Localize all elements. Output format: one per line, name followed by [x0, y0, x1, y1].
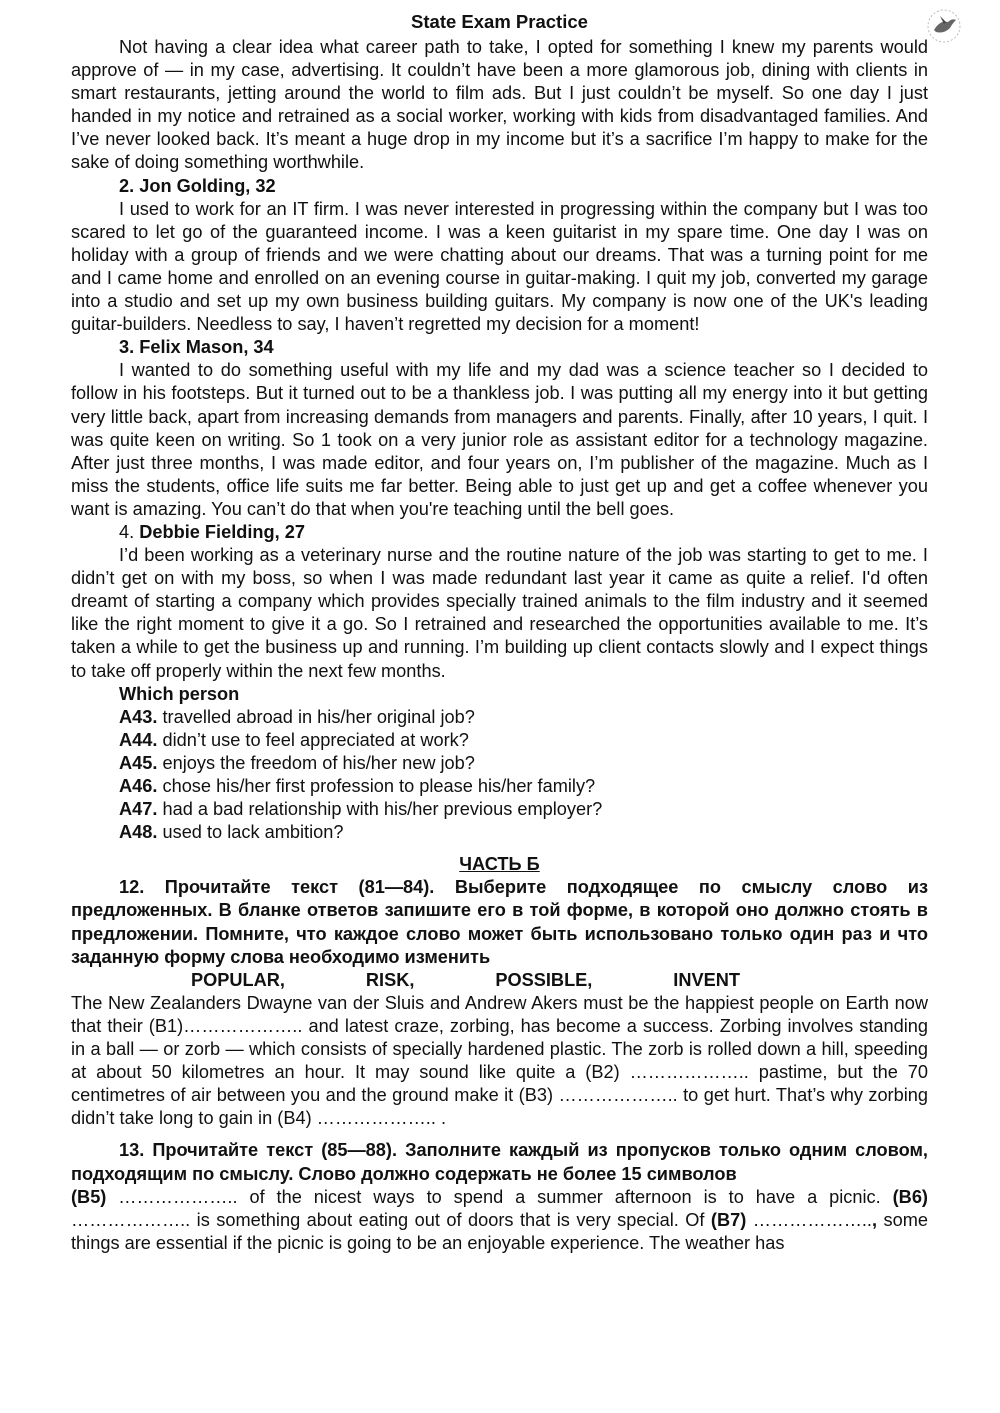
question-item	[71, 821, 928, 844]
person-text-felix: I wanted to do something useful with my life and my dad was a science teacher so I decided to follow in his footsteps. But it turned out to be a thankless job. I was putting all my energy into it but getting very little back, apart from increasing demands from managers and parents. Finally, after 10 years, I quit. I was quite keen on writing. So 1 took on a very junior role as assistant editor for a technology magazine. After just three months, I was made editor, and four years on, I’m publisher of the magazine. Much as I miss the students, office life suits me far better. Being able to just get up and get a coffee whenever you want is amazing. You can’t do that when you're teaching until the bell goes.	[71, 360, 928, 519]
word-bank-item: POPULAR,	[191, 969, 285, 990]
word-bank	[71, 969, 928, 992]
word-bank-item: INVENT	[673, 969, 740, 990]
question-item	[71, 775, 928, 798]
document-page	[71, 10, 928, 1255]
page-title: State Exam Practice	[411, 11, 588, 32]
question-text: travelled abroad in his/her original job?	[162, 706, 475, 727]
question-code: A47.	[119, 799, 158, 820]
bird-logo-icon	[926, 8, 962, 44]
text-segment: ………………..	[746, 1209, 872, 1230]
person-text-debbie: I’d been working as a veterinary nurse and the routine nature of the job was starting to get to me. I didn’t get on with my boss, so when I was made redundant last year it came as quite a relief. I'd often dreamt of starting a company which provides specially trained animals to the film industry and it seemed like the right moment to give it a go. So I retrained and researched the opportunities available to me. It’s taken a while to get the business up and running. I’m building up client contacts slowly and I expect things to take off properly within the next few months.	[71, 545, 928, 681]
question-text: didn’t use to feel appreciated at work?	[162, 729, 469, 750]
word-bank-item: RISK,	[365, 969, 415, 990]
question-code: A44.	[119, 729, 158, 750]
question-text: had a bad relationship with his/her previous employer?	[162, 799, 603, 820]
task-13-text	[71, 1186, 928, 1255]
text-segment: ……………….. is something about eating out of doors that is very special. Of	[71, 1209, 711, 1230]
person-heading-jon: 2. Jon Golding, 32	[119, 175, 276, 196]
task-12-text: The New Zealanders Dwayne van der Sluis and Andrew Akers must be the happiest people on Earth now that their (B1)……………….. and latest craze, zorbing, has become a success. Zorbing involves standing in a ball — or zorb — which consists of specially hardened plastic. The zorb is rolled down a hill, speeding at about 50 kilometres an hour. It may sound like quite a (B2) ……………….. pastime, but the 70 centimetres of air between you and the ground make it (B3) ……………….. to get hurt. That’s why zorbing didn’t take long to gain in (B4) ……………….. .	[71, 992, 928, 1129]
question-code: A48.	[119, 822, 158, 843]
person-text-jon: I used to work for an IT firm. I was never interested in progressing within the company but I was too scared to let go of the guaranteed income. I was a keen guitarist in my spare time. One day I was on holiday with a group of friends and we were chatting about our dreams. That was a turning point for me and I came home and enrolled on an evening course in guitar-making. I quit my job, converted my garage into a studio and set up my own business building guitars. My company is now one of the UK's leading guitar-builders. Needless to say, I haven’t regretted my decision for a moment!	[71, 198, 928, 335]
part-b-title: ЧАСТЬ Б	[459, 854, 540, 875]
person-heading-felix: 3. Felix Mason, 34	[119, 337, 274, 358]
question-list	[71, 706, 928, 845]
question-code: A46.	[119, 776, 158, 796]
question-code: A43.	[119, 706, 158, 727]
text-comma: ,	[871, 1209, 878, 1230]
gap-label: (B7)	[710, 1209, 747, 1230]
gap-label: (B6)	[892, 1186, 928, 1207]
person-name: Debbie Fielding, 27	[139, 521, 305, 542]
question-item	[71, 706, 928, 729]
question-item	[71, 729, 928, 752]
gap-label: (B5)	[71, 1186, 107, 1207]
questions-lead: Which person	[119, 683, 240, 704]
person-heading-debbie	[71, 521, 928, 544]
question-text: enjoys the freedom of his/her new job?	[162, 752, 475, 773]
text-segment: ……………….. of the nicest ways to spend a summer afternoon is to have a picnic.	[106, 1186, 893, 1207]
question-text: chose his/her first profession to please his/her family?	[162, 776, 596, 796]
person-number: 4.	[119, 521, 135, 542]
task-12-instructions: 12. Прочитайте текст (81—84). Выберите подходящее по смыслу слово из предложенных. В бланке ответов запишите его в той форме, в которой оно должно стоять в предложении. Помните, что каждое слово может быть использовано только один раз и что заданную форму слова необходимо изменить	[71, 877, 928, 967]
task-13-instructions: 13. Прочитайте текст (85—88). Заполните каждый из пропусков только одним словом, подходящим по смыслу. Слово должно содержать не более 15 символов	[71, 1140, 928, 1184]
intro-paragraph: Not having a clear idea what career path to take, I opted for something I knew my parents would approve of — in my case, advertising. It couldn’t have been a more glamorous job, dining with clients in smart restaurants, jetting around the world to film ads. But I just couldn’t be myself. So one day I just handed in my notice and retrained as a social worker, working with kids from disadvantaged families. And I’ve never looked back. It’s meant a huge drop in my income but it’s a sacrifice I’m happy to make for the sake of doing something worthwhile.	[71, 37, 928, 173]
question-item	[71, 752, 928, 775]
question-item	[71, 798, 928, 821]
text-segment: some things are essential if the picnic is going to be an enjoyable experience. The weather has	[71, 1209, 928, 1253]
question-code: A45.	[119, 752, 158, 773]
question-text: used to lack ambition?	[162, 822, 344, 843]
word-bank-item: POSSIBLE,	[495, 969, 593, 990]
